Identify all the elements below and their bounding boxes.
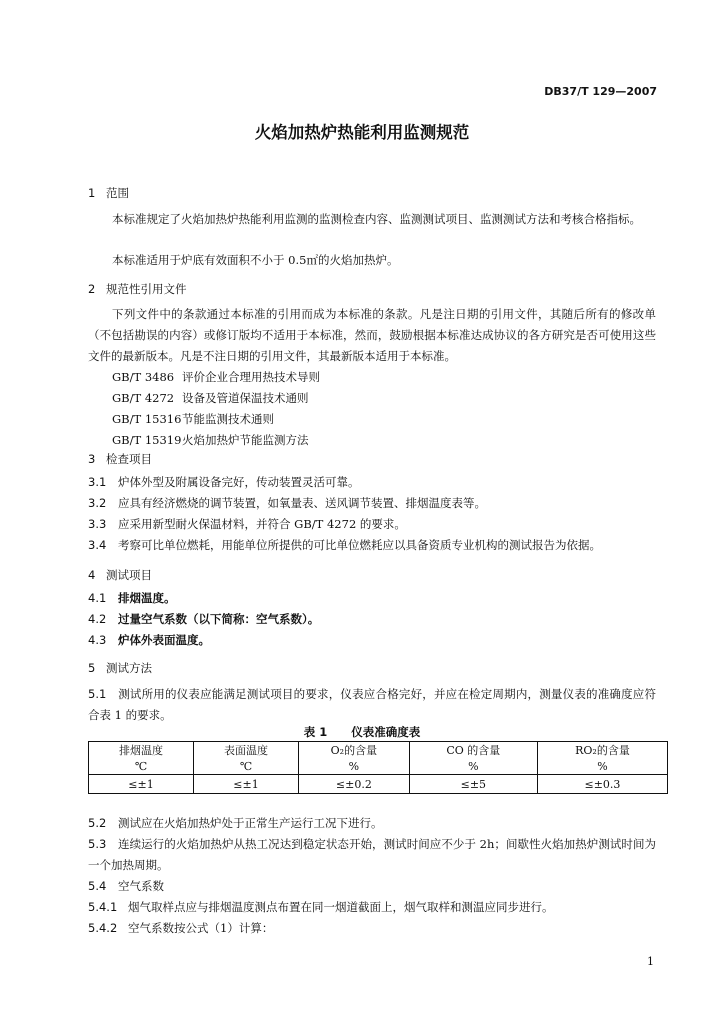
table-header-cell: 排烟温度 bbox=[89, 742, 194, 759]
table-unit-cell: ℃ bbox=[194, 758, 299, 775]
section-number: 3 bbox=[88, 452, 96, 466]
section-title: 测试方法 bbox=[106, 661, 152, 675]
table-unit-cell: % bbox=[299, 758, 410, 775]
table-header-cell: CO 的含量 bbox=[409, 742, 537, 759]
table-header-row bbox=[89, 742, 668, 759]
section-1-para-1: 本标准规定了火焰加热炉热能利用监测的监测检查内容、监测测试项目、监测测试方法和考核合格指标。 bbox=[112, 212, 641, 226]
section-1-heading bbox=[88, 185, 656, 201]
section-5-clauses bbox=[88, 813, 656, 939]
clause: 4.2 过量空气系数（以下简称：空气系数）。 bbox=[88, 612, 320, 626]
table-cell: ≤±0.2 bbox=[299, 775, 410, 794]
clause: 3.4 考察可比单位燃耗，用能单位所提供的可比单位燃耗应以具备资质专业机构的测试报告为依据。 bbox=[88, 538, 601, 552]
clause-5-1: 5.1 测试所用的仪表应能满足测试项目的要求，仪表应合格完好，并应在检定周期内，测量仪表的准确度应符合表 1 的要求。 bbox=[88, 687, 656, 722]
reference-item: GB/T 4272 设备及管道保温技术通则 bbox=[112, 391, 309, 405]
section-3-heading bbox=[88, 451, 656, 467]
reference-item: GB/T 3486 评价企业合理用热技术导则 bbox=[112, 370, 320, 384]
section-1-para-2: 本标准适用于炉底有效面积不小于 0.5㎡的火焰加热炉。 bbox=[112, 253, 399, 267]
table-header-cell: O₂的含量 bbox=[299, 742, 410, 759]
clause: 3.1 炉体外型及附属设备完好，传动装置灵活可靠。 bbox=[88, 475, 360, 489]
section-2-para-1: 下列文件中的条款通过本标准的引用而成为本标准的条款。凡是注日期的引用文件，其随后所有的修改单（不包括勘误的内容）或修订版均不适用于本标准，然而，鼓励根据本标准达成协议的各方研究是否可使用这些文件的最新版本。凡是不注日期的引用文件，其最新版本适用于本标准。 bbox=[88, 307, 656, 363]
section-title: 检查项目 bbox=[106, 452, 152, 466]
clause: 5.3 连续运行的火焰加热炉从热工况达到稳定状态开始，测试时间应不少于 2h；间歇性火焰加热炉测试时间为一个加热周期。 bbox=[88, 837, 656, 872]
section-4-clauses bbox=[88, 588, 656, 651]
section-2-heading bbox=[88, 281, 656, 297]
table-caption: 表 1 仪表准确度表 bbox=[303, 725, 421, 739]
section-number: 1 bbox=[88, 186, 96, 200]
table-header-cell: 表面温度 bbox=[194, 742, 299, 759]
clause: 3.2 应具有经济燃烧的调节装置，如氧量表、送风调节装置、排烟温度表等。 bbox=[88, 496, 486, 510]
section-title: 范围 bbox=[106, 186, 129, 200]
table-cell: ≤±5 bbox=[409, 775, 537, 794]
reference-item: GB/T 15316节能监测技术通则 bbox=[112, 412, 274, 426]
reference-item: GB/T 15319火焰加热炉节能监测方法 bbox=[112, 433, 309, 447]
section-number: 5 bbox=[88, 661, 96, 675]
clause: 3.3 应采用新型耐火保温材料，并符合 GB/T 4272 的要求。 bbox=[88, 517, 406, 531]
clause: 5.4 空气系数 bbox=[88, 879, 164, 893]
table-unit-cell: % bbox=[537, 758, 667, 775]
table-header-cell: RO₂的含量 bbox=[537, 742, 667, 759]
clause: 5.4.2 空气系数按公式（1）计算： bbox=[88, 921, 274, 935]
instrument-accuracy-table bbox=[88, 741, 668, 794]
section-title: 测试项目 bbox=[106, 568, 152, 582]
table-row bbox=[89, 775, 668, 794]
table-cell: ≤±0.3 bbox=[537, 775, 667, 794]
standard-number: DB37/T 129—2007 bbox=[544, 85, 657, 98]
section-number: 2 bbox=[88, 282, 96, 296]
table-unit-row bbox=[89, 758, 668, 775]
section-5-heading bbox=[88, 660, 656, 676]
clause: 5.2 测试应在火焰加热炉处于正常生产运行工况下进行。 bbox=[88, 816, 383, 830]
clause: 4.1 排烟温度。 bbox=[88, 591, 176, 605]
section-number: 4 bbox=[88, 568, 96, 582]
table-cell: ≤±1 bbox=[89, 775, 194, 794]
table-cell: ≤±1 bbox=[194, 775, 299, 794]
table-unit-cell: % bbox=[409, 758, 537, 775]
page-number: 1 bbox=[647, 955, 654, 968]
clause: 5.4.1 烟气取样点应与排烟温度测点布置在同一烟道截面上，烟气取样和测温应同步进行。 bbox=[88, 900, 554, 914]
reference-list bbox=[88, 367, 656, 451]
table-unit-cell: ℃ bbox=[89, 758, 194, 775]
section-4-heading bbox=[88, 567, 656, 583]
section-3-clauses bbox=[88, 472, 656, 556]
clause: 4.3 炉体外表面温度。 bbox=[88, 633, 210, 647]
document-title: 火焰加热炉热能利用监测规范 bbox=[254, 123, 470, 142]
section-title: 规范性引用文件 bbox=[106, 282, 187, 296]
